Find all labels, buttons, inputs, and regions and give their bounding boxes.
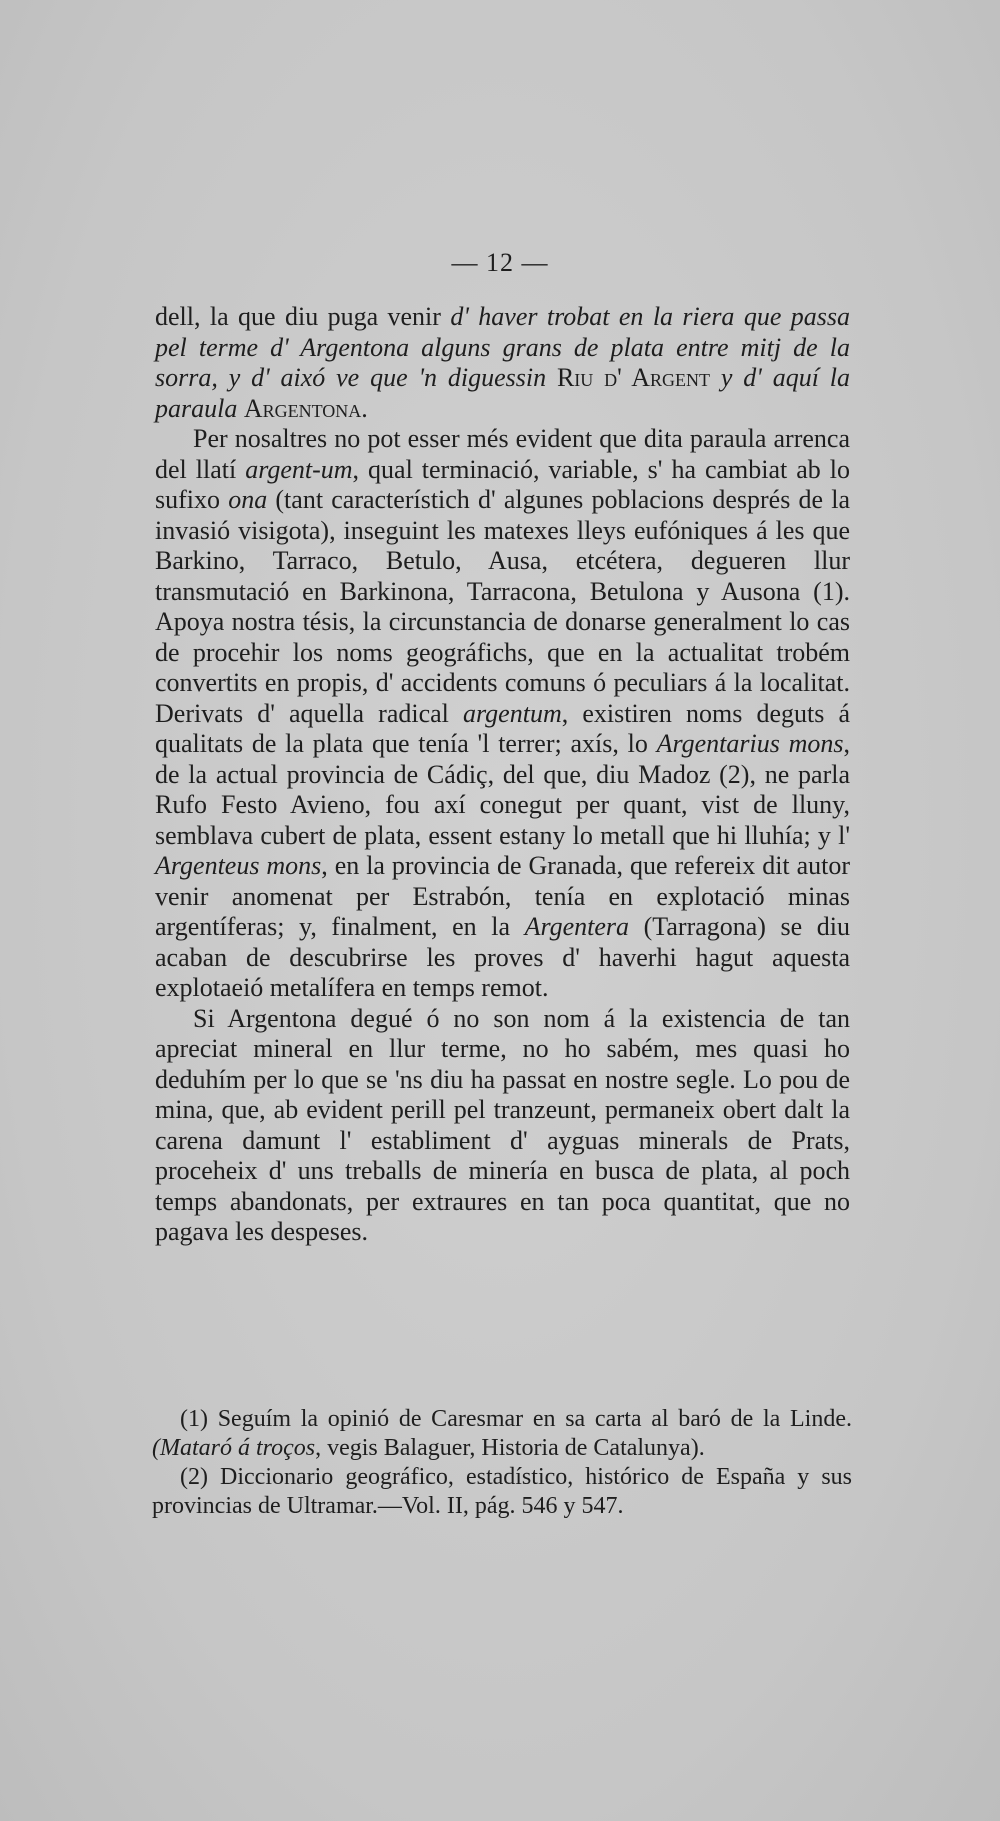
text-run: . (361, 393, 368, 423)
small-caps-text: Argentona (243, 393, 362, 423)
footnote (152, 1463, 852, 1521)
italic-text: argentum (463, 698, 562, 728)
footnotes (152, 1405, 852, 1521)
text-run: , de la actual provincia de Cádiç, del que, diu Madoz (2), ne parla Rufo Festo Avieno, fou axí conegut per quant, vist de lluny, semblava cubert de plata, essent estany lo metall que hi lluhía; y l' (155, 729, 850, 850)
text-run: , qual terminació, variable, s' ha cambiat ab lo sufixo (155, 454, 851, 514)
paragraph (155, 302, 850, 424)
text-run: dell, la que diu puga venir (155, 302, 451, 331)
paragraph (155, 1004, 850, 1248)
italic-text: Argentarius mons (656, 729, 844, 758)
italic-text: (Mataró á troços (152, 1435, 316, 1461)
text-run: Per nosaltres no pot esser més evident que dita paraula arrenca del llatí (155, 424, 850, 484)
text-run: (Tarragona) se diu acaban de descubrirse les proves d' haverhi hagut aquesta explotaeió metalífera en temps remot. (155, 912, 850, 1002)
text-run: (1) Seguím la opinió de Caresmar en sa carta al baró de la Linde. (180, 1406, 852, 1432)
paragraph (155, 424, 850, 1004)
body-text (155, 302, 850, 1248)
italic-text: ona (228, 485, 268, 514)
text-run: , existiren noms deguts á qualitats de la plata que tenía 'l terrer; axís, lo (155, 698, 850, 758)
italic-text: Argentera (524, 912, 630, 941)
text-run (546, 363, 557, 392)
italic-text: argent-um (245, 454, 353, 484)
text-run: Si Argentona degué ó no son nom á la existencia de tan apreciat mineral en llur terme, no ho sabém, mes quasi ho deduhím per lo que se 'ns diu ha passat en nostre segle. Lo pou de mina, que, ab evident perill pel tranzeunt, permaneix obert dalt la carena damunt l' establiment d' ayguas minerals de Prats, proceheix d' uns treballs de minería en busca de plata, al poch temps abandonats, per extraures en tan poca quantitat, que no pagava les despeses. (155, 1003, 850, 1246)
text-run: (2) Diccionario geográfico, estadístico, histórico de España y sus provincias de Ultramar.—Vol. II, pág. 546 y 547. (152, 1464, 852, 1519)
page-number: — 12 — (451, 248, 549, 277)
text-run: , vegis Balaguer, Historia de Catalunya). (315, 1435, 705, 1461)
text-run: (tant característich d' algunes poblacions després de la invasió visigota), inseguint les matexes lleys eufóniques á les que Barkino, Tarraco, Betulo, Ausa, etcétera, degueren llur transmutació en Barkinona, Tarracona, Betulona y Ausona (1). Apoya nostra tésis, la circunstancia de donarse generalment lo cas de procehir los noms geográfichs, que en la actualitat trobém convertits en propis, d' accidents comuns ó peculiars á la localitat. Derivats d' aquella radical (155, 485, 851, 728)
text-run: , en la provincia de Granada, que refereix dit autor venir anomenat per Estrabón, tenía en explotació minas argentíferas; y, finalment, en la (155, 851, 851, 941)
footnote (152, 1405, 852, 1463)
text-run (710, 363, 721, 392)
italic-text: d' haver trobat en la riera que passa pel terme d' Argentona alguns grans de plata entre mitj de la sorra, y d' aixó ve que 'n diguessin (155, 302, 850, 392)
small-caps-text: Riu d' Argent (556, 363, 711, 392)
italic-text: Argenteus mons (155, 851, 322, 880)
italic-text: y d' aquí la paraula (155, 363, 850, 423)
